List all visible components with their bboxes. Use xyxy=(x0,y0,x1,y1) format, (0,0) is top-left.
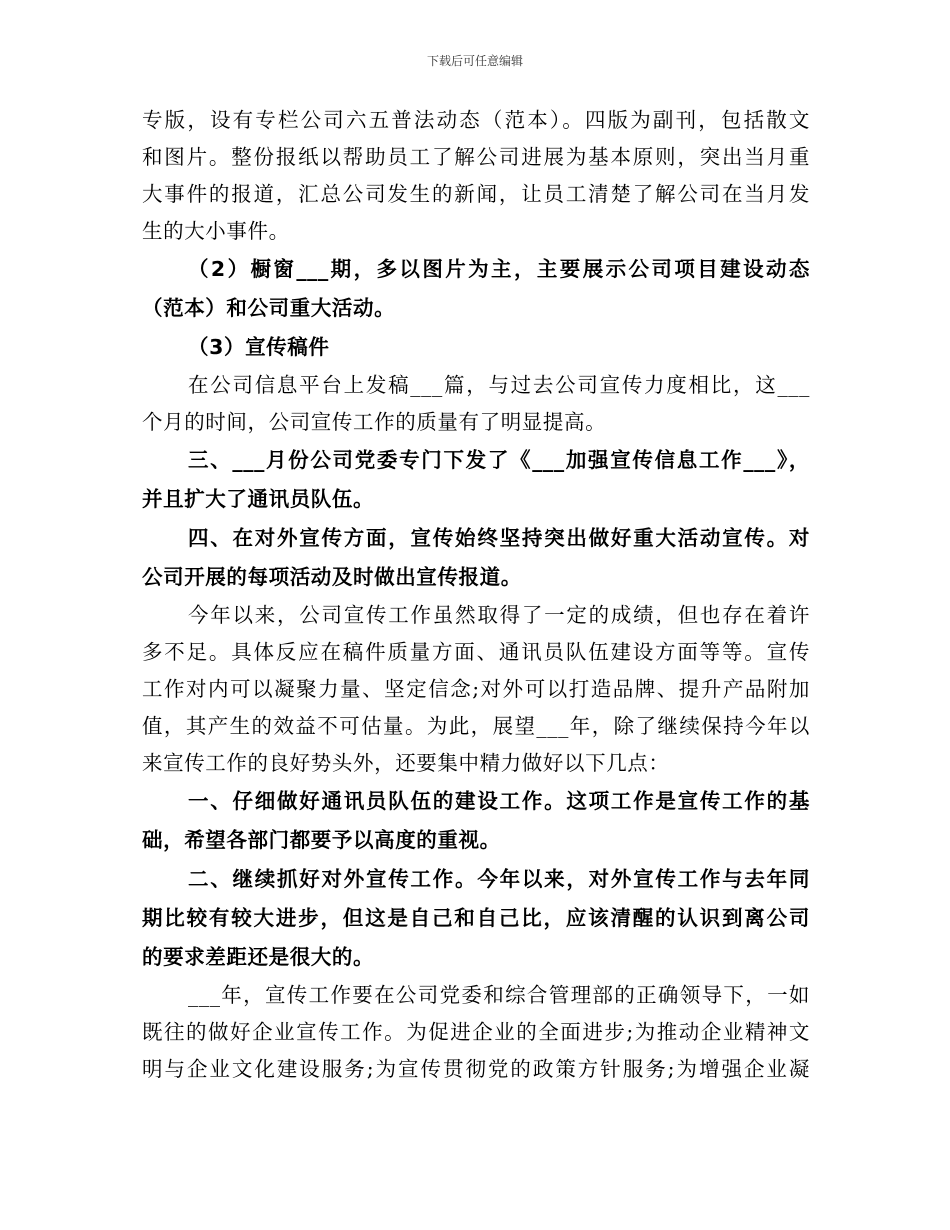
bold-paragraph-line: 三、___月份公司党委专门下发了《___加强宣传信息工作___》， xyxy=(188,448,810,472)
paragraph-line: 和图片。整份报纸以帮助员工了解公司进展为基本原则，突出当月重 xyxy=(142,145,810,169)
paragraph-line: 在公司信息平台上发稿___篇，与过去公司宣传力度相比，这___ xyxy=(188,373,810,397)
section-heading: （3）宣传稿件 xyxy=(188,335,330,359)
page-header: 下载后可任意编辑 xyxy=(426,54,523,68)
paragraph-line: 来宣传工作的良好势头外，还要集中精力做好以下几点： xyxy=(142,751,670,775)
bold-paragraph-line: 二、继续抓好对外宣传工作。今年以来，对外宣传工作与去年同 xyxy=(188,867,810,891)
paragraph-line: 值，其产生的效益不可估量。为此，展望___年，除了继续保持今年以 xyxy=(142,714,810,738)
bold-paragraph-line: 四、在对外宣传方面，宣传始终坚持突出做好重大活动宣传。对 xyxy=(188,526,810,550)
bold-paragraph-line: （范本）和公司重大活动。 xyxy=(142,296,396,320)
paragraph-line: 多不足。具体反应在稿件质量方面、通讯员队伍建设方面等等。宣传 xyxy=(142,640,810,664)
paragraph-line: 今年以来，公司宣传工作虽然取得了一定的成绩，但也存在着许 xyxy=(188,603,810,627)
bold-paragraph-line: 并且扩大了通讯员队伍。 xyxy=(142,487,375,511)
paragraph-line: 明与企业文化建设服务;为宣传贯彻党的政策方针服务;为增强企业凝 xyxy=(142,1057,810,1081)
bold-paragraph-line: （2）橱窗___期，多以图片为主，主要展示公司项目建设动态 xyxy=(188,257,810,281)
paragraph-line: 既往的做好企业宣传工作。为促进企业的全面进步;为推动企业精神文 xyxy=(142,1020,810,1044)
paragraph-line: 大事件的报道，汇总公司发生的新闻，让员工清楚了解公司在当月发 xyxy=(142,182,810,206)
document-body xyxy=(142,102,810,1088)
bold-paragraph-line: 一、仔细做好通讯员队伍的建设工作。这项工作是宣传工作的基 xyxy=(188,789,810,813)
paragraph-line: 生的大小事件。 xyxy=(142,219,290,243)
bold-paragraph-line: 础，希望各部门都要予以高度的重视。 xyxy=(142,828,501,852)
paragraph-line: 工作对内可以凝聚力量、坚定信念;对外可以打造品牌、提升产品附加 xyxy=(142,677,810,701)
bold-paragraph-line: 公司开展的每项活动及时做出宣传报道。 xyxy=(142,565,522,589)
bold-paragraph-line: 的要求差距还是很大的。 xyxy=(142,945,375,969)
paragraph-line: 专版，设有专栏公司六五普法动态（范本）。四版为副刊，包括散文 xyxy=(142,108,810,132)
paragraph-line: 个月的时间，公司宣传工作的质量有了明显提高。 xyxy=(142,410,607,434)
bold-paragraph-line: 期比较有较大进步，但这是自己和自己比，应该清醒的认识到离公司 xyxy=(142,906,810,930)
paragraph-line: ___年，宣传工作要在公司党委和综合管理部的正确领导下，一如 xyxy=(188,983,810,1007)
